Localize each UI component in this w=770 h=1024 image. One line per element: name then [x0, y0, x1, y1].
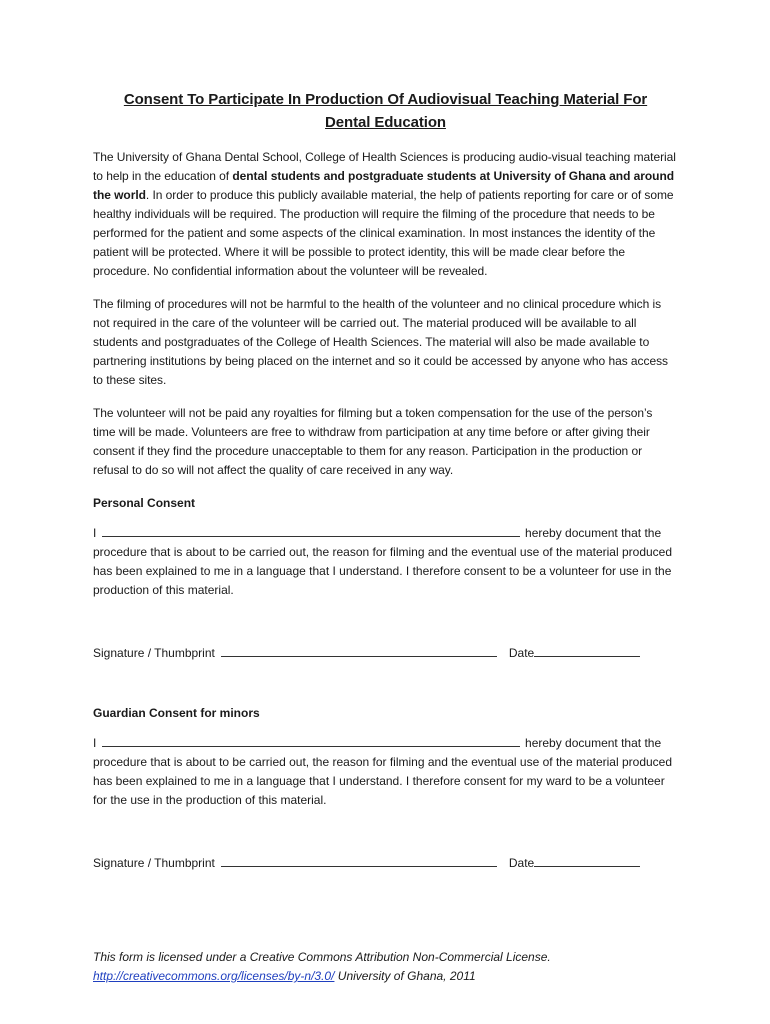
intro-text-bold: dental students and postgraduate students at University of Ghana and around the world [93, 169, 675, 202]
license-footer [93, 948, 678, 986]
personal-date-field[interactable] [534, 645, 640, 657]
personal-after-blank: hereby document that the [525, 526, 662, 540]
guardian-signature-field[interactable] [221, 855, 497, 867]
guardian-after-blank: hereby document that the [525, 736, 662, 750]
page-title [93, 88, 678, 134]
guardian-consent-statement [93, 734, 678, 810]
personal-consent-text: procedure that is about to be carried out, the reason for filming and the eventual use of the material produced has been explained to me in a language that I understand. I therefore consent to be a volunteer for use in the production of this material. [93, 545, 673, 597]
personal-signature-label: Signature / Thumbprint [93, 646, 215, 660]
personal-signature-field[interactable] [221, 645, 497, 657]
guardian-date-field[interactable] [534, 855, 640, 867]
intro-text-c: . In order to produce this publicly available material, the help of patients reporting for care or of some healthy individuals will be required. The production will require the filming of the procedure that needs to be performed for the patient and some aspects of the clinical examination. In most instances the identity of the patient will be protected. Where it will be possible to protect identity, this will be made clear before the procedure. No confidential information about the volunteer will be revealed. [93, 188, 674, 278]
personal-i-label: I [93, 526, 97, 540]
compensation-paragraph: The volunteer will not be paid any royalties for filming but a token compensation for the use of the person’s time will be made. Volunteers are free to withdraw from participation at any time before or after giving their consent if they find the procedure unacceptable to them for any reason. Participation in the production or refusal to do so will not affect the quality of care received in any way. [93, 406, 653, 477]
guardian-consent-heading: Guardian Consent for minors [93, 706, 260, 720]
personal-name-field[interactable] [102, 525, 520, 537]
intro-paragraph [93, 148, 678, 281]
guardian-i-label: I [93, 736, 97, 750]
credit-text: University of Ghana, 2011 [337, 969, 476, 983]
personal-signature-row [93, 644, 678, 663]
personal-consent-heading: Personal Consent [93, 496, 196, 510]
title-line-2: Dental Education [325, 114, 446, 131]
license-link[interactable]: http://creativecommons.org/licenses/by-n/3.0/ [93, 969, 335, 983]
license-text: This form is licensed under a Creative Commons Attribution Non-Commercial License. [93, 950, 551, 964]
filming-paragraph: The filming of procedures will not be harmful to the health of the volunteer and no clinical procedure which is not required in the care of the volunteer will be carried out. The material produced will be available to all students and postgraduates of the College of Health Sciences. The material will also be made available to partnering institutions by being placed on the internet and so it could be accessed by anyone who has access to these sites. [93, 297, 668, 387]
title-line-1: Consent To Participate In Production Of Audiovisual Teaching Material For [123, 91, 648, 108]
guardian-signature-row [93, 854, 678, 873]
guardian-consent-text: procedure that is about to be carried out, the reason for filming and the eventual use of the material produced has been explained to me in a language that I understand. I therefore consent for my ward to be a volunteer for the use in the production of this material. [93, 755, 673, 807]
guardian-name-field[interactable] [102, 735, 520, 747]
personal-date-label: Date [508, 646, 535, 660]
personal-consent-statement [93, 524, 678, 600]
guardian-date-label: Date [508, 856, 535, 870]
guardian-signature-label: Signature / Thumbprint [93, 856, 215, 870]
intro-text-a: The University of Ghana Dental School, College of Health Sciences is producing audio-visual teaching material to help in the education of [93, 150, 676, 183]
consent-form-page [93, 0, 678, 983]
